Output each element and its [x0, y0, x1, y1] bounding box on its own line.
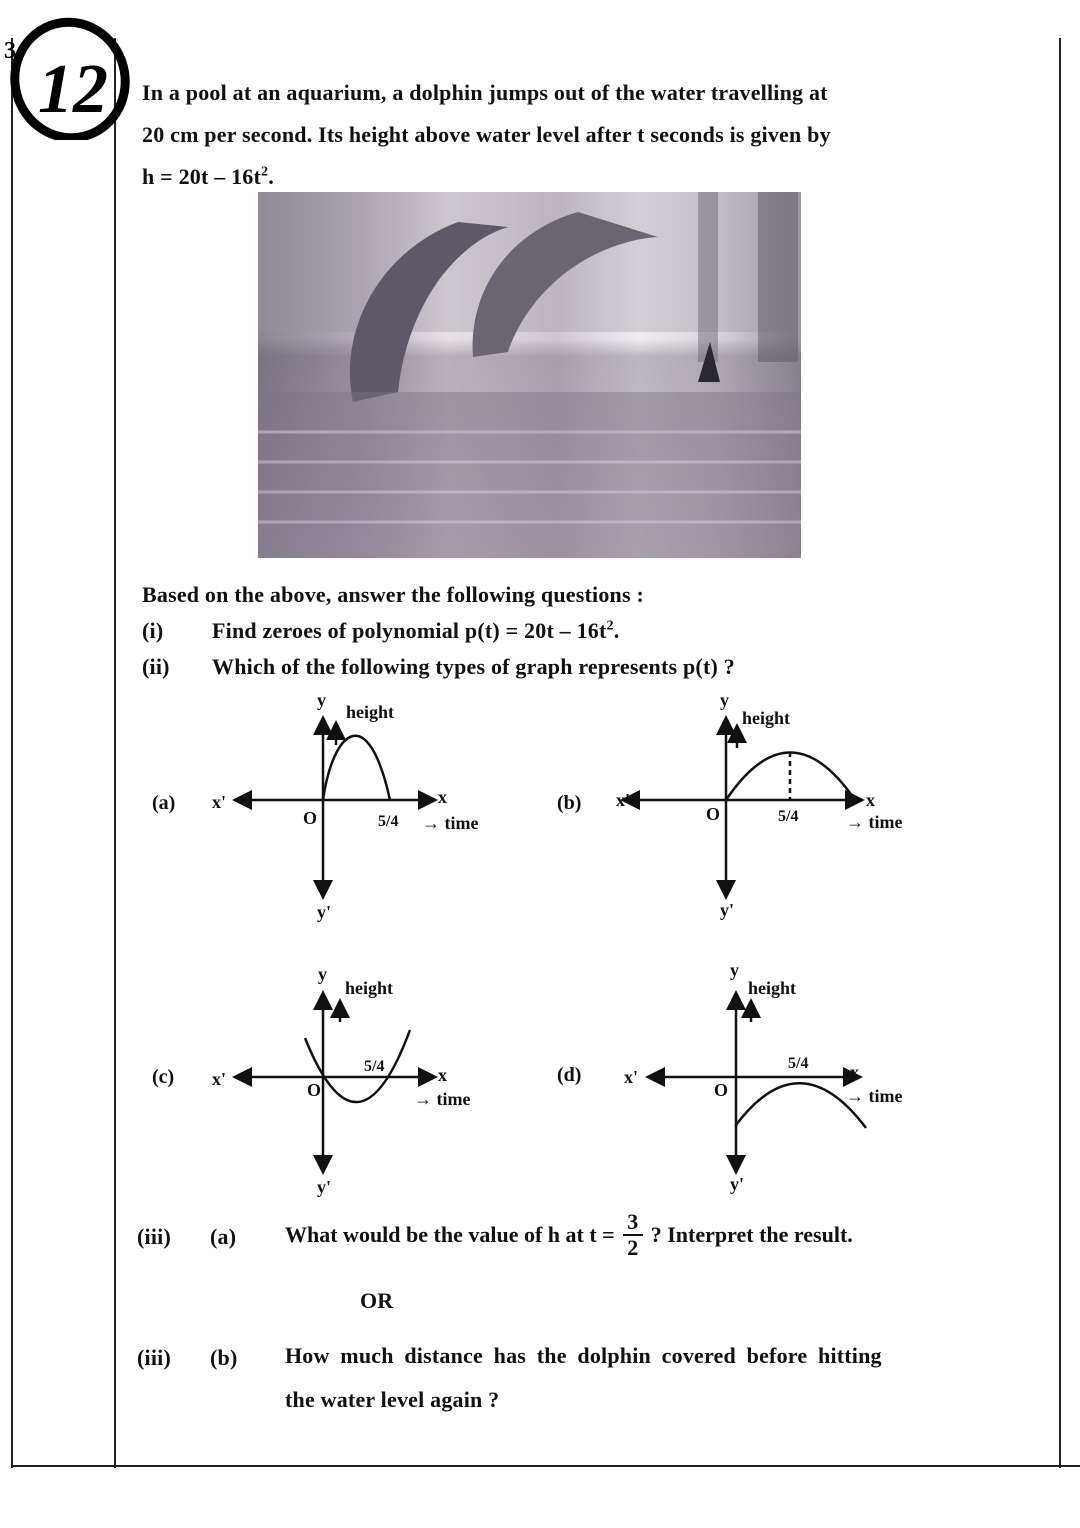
- root-label: 5/4: [378, 813, 399, 830]
- x-label: x: [438, 1065, 447, 1085]
- handwritten-number: 12: [38, 51, 108, 128]
- intro-line-2: 20 cm per second. Its height above water level after t seconds is given by: [142, 122, 831, 147]
- part-iii-a-text: What would be the value of h at t =: [285, 1222, 615, 1247]
- y-neg-label: y': [317, 902, 332, 922]
- x-neg-label: x': [212, 792, 227, 812]
- part-iii-a-label: (iii): [137, 1224, 171, 1249]
- x-neg-label: x': [624, 1067, 639, 1087]
- equation-text: h = 20t – 16t: [142, 164, 262, 189]
- root-label: 5/4: [788, 1055, 809, 1072]
- y-neg-label: y': [720, 900, 735, 920]
- root-label: 5/4: [778, 808, 799, 825]
- part-iii-b-line-2: the water level again ?: [285, 1387, 500, 1412]
- part-iii-b-line-1: How much distance has the dolphin covered before hitting: [285, 1343, 882, 1368]
- x-neg-label: x': [616, 790, 631, 810]
- time-label: → time: [846, 1086, 903, 1106]
- origin-label: O: [307, 1080, 322, 1100]
- time-label: → time: [422, 813, 479, 833]
- questions-prompt: Based on the above, answer the following questions :: [142, 582, 644, 607]
- y-neg-label: y': [317, 1177, 332, 1197]
- part-iii-b-label: (iii): [137, 1345, 171, 1370]
- height-label: height: [748, 978, 797, 998]
- part-iii-a-question: [285, 1210, 853, 1260]
- y-label: y: [318, 964, 327, 984]
- part-i-exponent: 2: [606, 618, 614, 634]
- fraction: [623, 1210, 643, 1260]
- origin-label: O: [714, 1080, 729, 1100]
- time-label: → time: [846, 812, 903, 832]
- height-label: height: [346, 702, 395, 722]
- origin-label: O: [303, 808, 318, 828]
- y-neg-label: y': [730, 1174, 745, 1194]
- part-ii-text: Which of the following types of graph represents p(t) ?: [212, 654, 735, 679]
- root-label: 5/4: [364, 1058, 385, 1075]
- option-d-label: (d): [557, 1064, 582, 1086]
- part-iii-b-sublabel: (b): [210, 1345, 238, 1370]
- graph-d: [650, 995, 866, 1170]
- x-label: x: [850, 1062, 859, 1082]
- fraction-numerator: 3: [627, 1209, 639, 1234]
- x-neg-label: x': [212, 1069, 227, 1089]
- fraction-denominator: 2: [627, 1235, 639, 1260]
- time-label: → time: [414, 1089, 471, 1109]
- part-i-end: .: [613, 618, 620, 643]
- option-c-label: (c): [152, 1066, 175, 1088]
- part-i-label: (i): [142, 618, 164, 643]
- y-label: y: [730, 960, 739, 980]
- part-iii-a-sublabel: (a): [210, 1224, 237, 1249]
- part-iii-a-text-after: ? Interpret the result.: [650, 1222, 853, 1247]
- height-label: height: [345, 978, 394, 998]
- graph-b: [625, 720, 860, 895]
- y-label: y: [317, 690, 326, 710]
- graph-c: [237, 995, 433, 1170]
- height-label: height: [742, 708, 791, 728]
- equation-exponent: 2: [261, 164, 269, 180]
- part-i-text-body: Find zeroes of polynomial p(t) = 20t – 16t: [212, 618, 607, 643]
- origin-label: O: [706, 804, 721, 824]
- or-separator: OR: [360, 1288, 394, 1313]
- x-label: x: [866, 790, 875, 810]
- intro-line-1: In a pool at an aquarium, a dolphin jumps out of the water travelling at: [142, 80, 828, 105]
- option-b-label: (b): [557, 792, 582, 814]
- graph-a: [237, 720, 433, 895]
- printed-question-number: 3.: [4, 38, 22, 64]
- part-ii-label: (ii): [142, 654, 170, 679]
- curve: [323, 736, 390, 800]
- x-label: x: [438, 787, 447, 807]
- y-label: y: [720, 690, 729, 710]
- equation-end: .: [268, 164, 274, 189]
- option-a-label: (a): [152, 792, 176, 814]
